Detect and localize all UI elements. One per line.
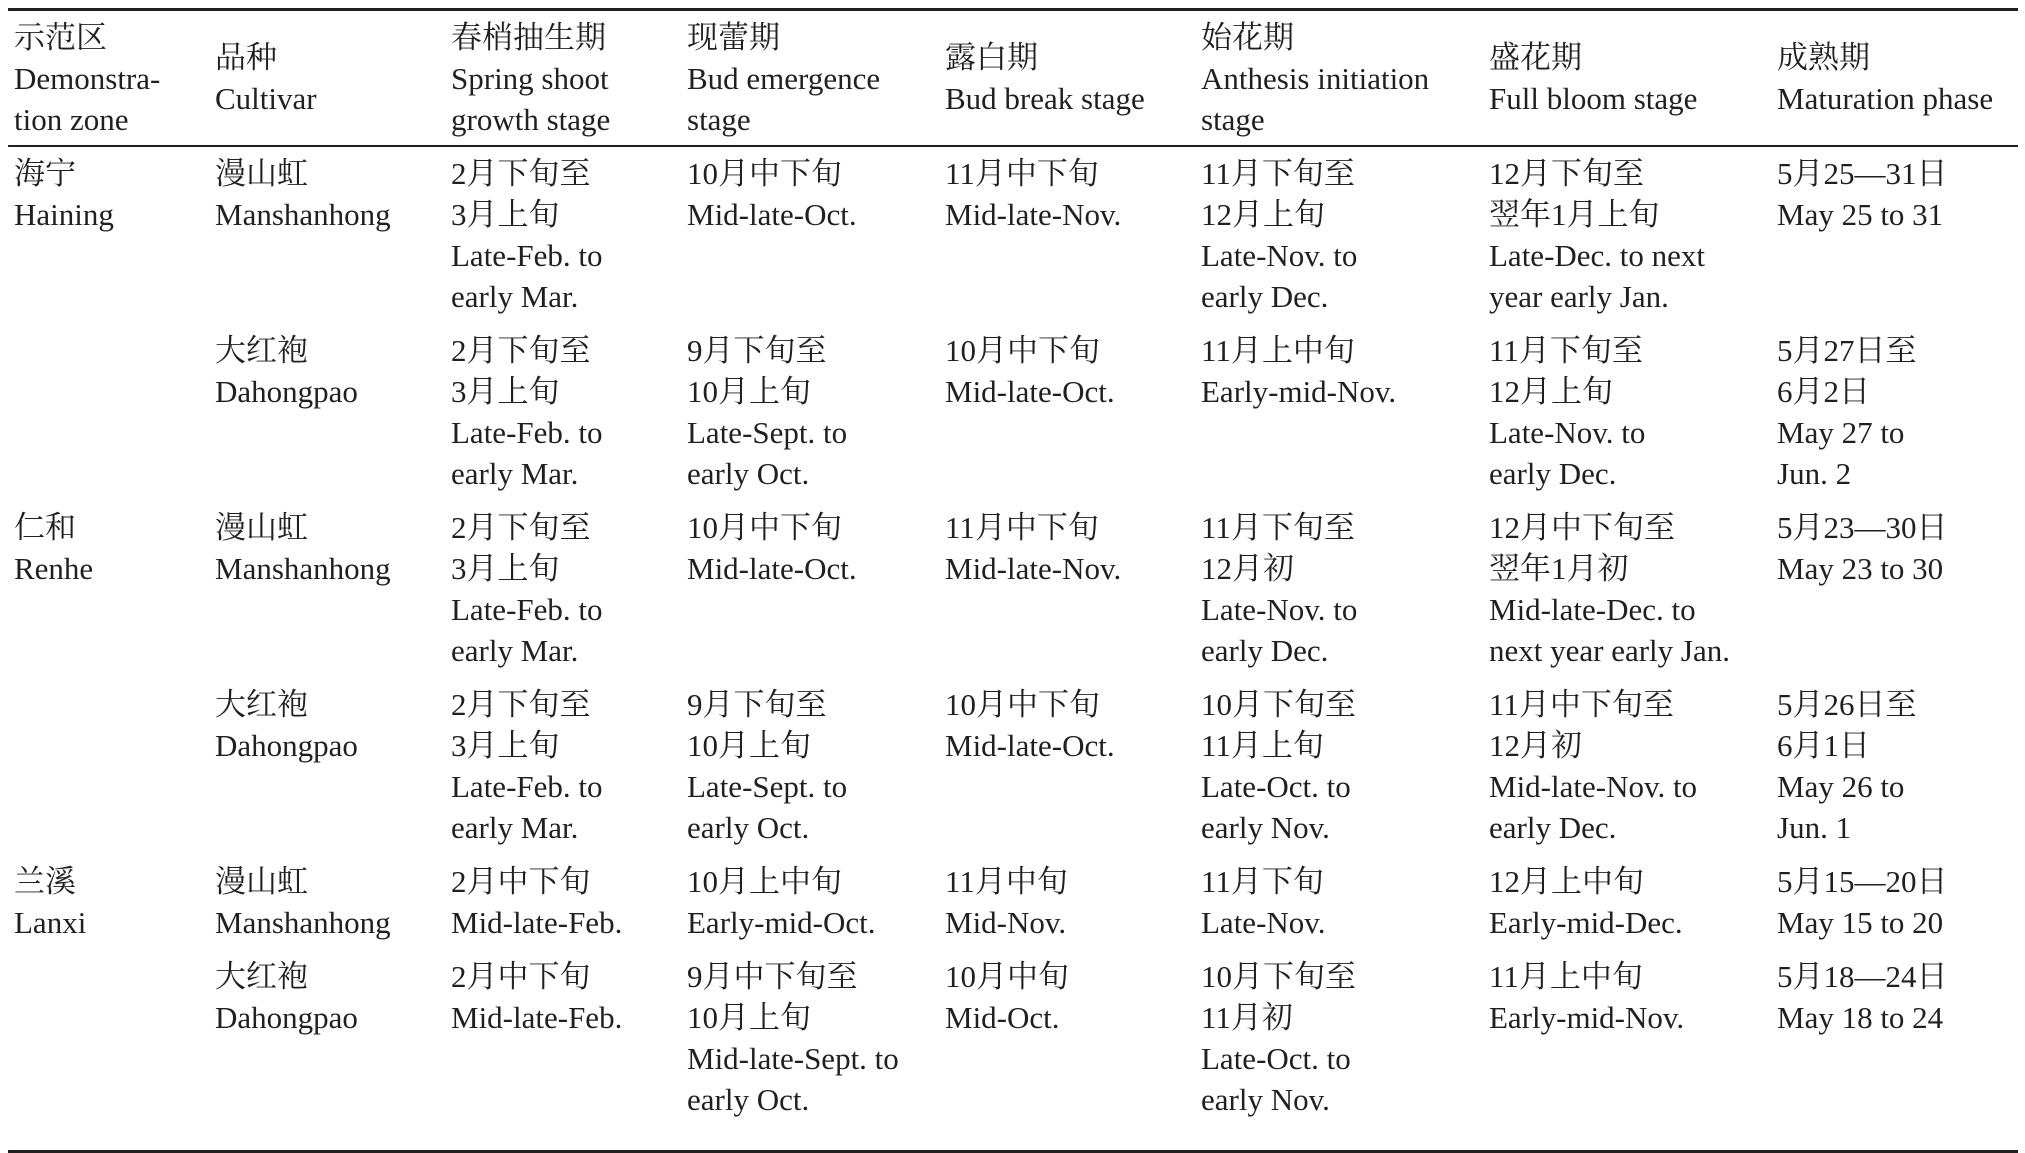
phenology-table bbox=[8, 8, 2018, 1153]
cell-text-line: 大红袍 bbox=[215, 333, 308, 368]
anthesis-cell bbox=[1195, 956, 1483, 1120]
cell-text-line: 5月23—30日 bbox=[1777, 510, 1948, 545]
table-row bbox=[8, 507, 2018, 684]
cell-text-line: Early-mid-Dec. bbox=[1489, 905, 1683, 940]
cell-text-line: Dahongpao bbox=[215, 728, 358, 763]
table-row bbox=[8, 330, 2018, 507]
cell-text-line: Mid-late-Oct. bbox=[687, 197, 857, 232]
anthesis-cell bbox=[1195, 684, 1483, 848]
cell-text-line: 10月上中旬 bbox=[687, 864, 842, 899]
cell-text-line: early Nov. bbox=[1201, 810, 1330, 845]
cell-text-line: Late-Feb. to bbox=[451, 415, 603, 450]
cell-text-line: 10月中旬 bbox=[945, 959, 1069, 994]
header-bud-emergence-stage: 现蕾期 Bud emergence stage bbox=[687, 19, 881, 137]
bud-break-cell bbox=[939, 861, 1195, 943]
cell-text-line: Jun. 2 bbox=[1777, 456, 1852, 491]
cell-text-line: Early-mid-Nov. bbox=[1201, 374, 1397, 409]
cell-text-line: Lanxi bbox=[14, 905, 87, 940]
cell-text-line: 9月中下旬至 bbox=[687, 959, 858, 994]
cell-text-line: 2月下旬至 bbox=[451, 510, 591, 545]
cell-text-line: Dahongpao bbox=[215, 1000, 358, 1035]
full-bloom-cell bbox=[1483, 956, 1771, 1038]
cultivar-cell bbox=[209, 153, 445, 235]
cell-text-line: Late-Nov. to bbox=[1201, 238, 1358, 273]
cell-text-line: Mid-late-Nov. bbox=[945, 197, 1122, 232]
bud-emergence-cell bbox=[681, 507, 939, 589]
cell-text-line: Jun. 1 bbox=[1777, 810, 1852, 845]
cell-text-line: 3月上旬 bbox=[451, 551, 560, 586]
maturation-cell bbox=[1771, 330, 2018, 494]
cell-text-line: 11月上旬 bbox=[1201, 728, 1324, 763]
cell-text-line: 6月1日 bbox=[1777, 728, 1870, 763]
maturation-cell bbox=[1771, 684, 2018, 848]
full-bloom-cell bbox=[1483, 684, 1771, 848]
maturation-cell bbox=[1771, 153, 2018, 235]
cell-text-line: early Oct. bbox=[687, 456, 810, 491]
cell-text-line: 12月初 bbox=[1201, 551, 1294, 586]
anthesis-cell bbox=[1195, 861, 1483, 943]
cell-text-line: May 23 to 30 bbox=[1777, 551, 1944, 586]
cell-text-line: Late-Feb. to bbox=[451, 238, 603, 273]
cell-text-line: 海宁 bbox=[14, 156, 76, 191]
cell-text-line: 大红袍 bbox=[215, 687, 308, 722]
cell-text-line: May 25 to 31 bbox=[1777, 197, 1944, 232]
cell-text-line: early Mar. bbox=[451, 456, 579, 491]
cell-text-line: 大红袍 bbox=[215, 959, 308, 994]
cell-text-line: 12月上中旬 bbox=[1489, 864, 1644, 899]
spring-shoot-cell bbox=[445, 507, 681, 671]
cell-text-line: 11月下旬至 bbox=[1201, 156, 1355, 191]
cultivar-cell bbox=[209, 861, 445, 943]
cell-text-line: Early-mid-Oct. bbox=[687, 905, 876, 940]
spring-shoot-cell bbox=[445, 956, 681, 1038]
cell-text-line: Mid-late-Nov. to bbox=[1489, 769, 1698, 804]
anthesis-cell bbox=[1195, 507, 1483, 671]
cultivar-cell bbox=[209, 956, 445, 1038]
cell-text-line: May 27 to bbox=[1777, 415, 1905, 450]
cell-text-line: 11月中旬 bbox=[945, 864, 1068, 899]
maturation-cell bbox=[1771, 507, 2018, 589]
bud-emergence-cell bbox=[681, 153, 939, 235]
cell-text-line: 2月中下旬 bbox=[451, 864, 591, 899]
full-bloom-cell bbox=[1483, 507, 1771, 671]
cell-text-line: 10月下旬至 bbox=[1201, 687, 1356, 722]
cell-text-line: 5月26日至 bbox=[1777, 687, 1917, 722]
cell-text-line: early Mar. bbox=[451, 633, 579, 668]
cell-text-line: Late-Sept. to bbox=[687, 769, 848, 804]
header-full-bloom-stage: 盛花期 Full bloom stage bbox=[1489, 40, 1698, 116]
cultivar-cell bbox=[209, 507, 445, 589]
maturation-cell bbox=[1771, 861, 2018, 943]
cell-text-line: Haining bbox=[14, 197, 114, 232]
table-row bbox=[8, 153, 2018, 330]
cell-text-line: Mid-late-Sept. to bbox=[687, 1041, 899, 1076]
cell-text-line: 翌年1月初 bbox=[1489, 551, 1629, 586]
cell-text-line: Manshanhong bbox=[215, 551, 391, 586]
cell-text-line: Late-Nov. to bbox=[1489, 415, 1646, 450]
table-body bbox=[8, 147, 2018, 1150]
cell-text-line: Late-Oct. to bbox=[1201, 1041, 1351, 1076]
cell-text-line: Mid-late-Feb. bbox=[451, 905, 623, 940]
cell-text-line: Late-Feb. to bbox=[451, 592, 603, 627]
cell-text-line: early Dec. bbox=[1201, 279, 1329, 314]
spring-shoot-cell bbox=[445, 861, 681, 943]
cultivar-cell bbox=[209, 330, 445, 412]
header-bud-break-stage: 露白期 Bud break stage bbox=[945, 40, 1145, 116]
bud-break-cell bbox=[939, 956, 1195, 1038]
cell-text-line: Late-Dec. to next bbox=[1489, 238, 1706, 273]
cell-text-line: 10月上旬 bbox=[687, 1000, 811, 1035]
bud-break-cell bbox=[939, 507, 1195, 589]
cell-text-line: year early Jan. bbox=[1489, 279, 1669, 314]
cell-text-line: 2月下旬至 bbox=[451, 333, 591, 368]
bud-emergence-cell bbox=[681, 684, 939, 848]
cell-text-line: Mid-Nov. bbox=[945, 905, 1067, 940]
spring-shoot-cell bbox=[445, 684, 681, 848]
cell-text-line: Mid-late-Oct. bbox=[945, 374, 1115, 409]
cell-text-line: next year early Jan. bbox=[1489, 633, 1730, 668]
cell-text-line: 12月初 bbox=[1489, 728, 1582, 763]
cell-text-line: 5月15—20日 bbox=[1777, 864, 1948, 899]
cell-text-line: 10月上旬 bbox=[687, 728, 811, 763]
cell-text-line: 11月下旬至 bbox=[1201, 510, 1355, 545]
cell-text-line: early Nov. bbox=[1201, 1082, 1330, 1117]
cell-text-line: 11月上中旬 bbox=[1201, 333, 1355, 368]
full-bloom-cell bbox=[1483, 330, 1771, 494]
cell-text-line: May 15 to 20 bbox=[1777, 905, 1944, 940]
cell-text-line: 10月上旬 bbox=[687, 374, 811, 409]
cell-text-line: 9月下旬至 bbox=[687, 333, 827, 368]
full-bloom-cell bbox=[1483, 153, 1771, 317]
cell-text-line: Renhe bbox=[14, 551, 94, 586]
spring-shoot-cell bbox=[445, 153, 681, 317]
cell-text-line: 5月27日至 bbox=[1777, 333, 1917, 368]
cell-text-line: Late-Sept. to bbox=[687, 415, 848, 450]
cell-text-line: 5月25—31日 bbox=[1777, 156, 1948, 191]
cell-text-line: early Dec. bbox=[1489, 456, 1617, 491]
cell-text-line: early Mar. bbox=[451, 810, 579, 845]
maturation-cell bbox=[1771, 956, 2018, 1038]
header-maturation-phase: 成熟期 Maturation phase bbox=[1777, 40, 1994, 116]
cell-text-line: Late-Feb. to bbox=[451, 769, 603, 804]
cell-text-line: 9月下旬至 bbox=[687, 687, 827, 722]
cell-text-line: 12月上旬 bbox=[1489, 374, 1613, 409]
bud-emergence-cell bbox=[681, 330, 939, 494]
cell-text-line: Late-Oct. to bbox=[1201, 769, 1351, 804]
cell-text-line: 2月下旬至 bbox=[451, 687, 591, 722]
cell-text-line: 10月中下旬 bbox=[945, 333, 1100, 368]
cell-text-line: 2月下旬至 bbox=[451, 156, 591, 191]
bud-break-cell bbox=[939, 330, 1195, 412]
table-row bbox=[8, 684, 2018, 861]
cell-text-line: 10月中下旬 bbox=[687, 156, 842, 191]
cell-text-line: 11月下旬至 bbox=[1489, 333, 1643, 368]
cell-text-line: Early-mid-Nov. bbox=[1489, 1000, 1685, 1035]
table-header-row bbox=[8, 11, 2018, 145]
cell-text-line: 11月初 bbox=[1201, 1000, 1293, 1035]
cell-text-line: 12月中下旬至 bbox=[1489, 510, 1675, 545]
cell-text-line: Mid-late-Oct. bbox=[687, 551, 857, 586]
cell-text-line: Mid-late-Dec. to bbox=[1489, 592, 1696, 627]
bud-emergence-cell bbox=[681, 956, 939, 1120]
zone-cell bbox=[8, 507, 209, 589]
cell-text-line: Mid-late-Nov. bbox=[945, 551, 1122, 586]
cell-text-line: 11月下旬 bbox=[1201, 864, 1324, 899]
cell-text-line: Dahongpao bbox=[215, 374, 358, 409]
cell-text-line: 3月上旬 bbox=[451, 728, 560, 763]
cell-text-line: early Mar. bbox=[451, 279, 579, 314]
cell-text-line: Mid-late-Oct. bbox=[945, 728, 1115, 763]
cell-text-line: 12月上旬 bbox=[1201, 197, 1325, 232]
table-row bbox=[8, 861, 2018, 956]
cell-text-line: Late-Nov. bbox=[1201, 905, 1326, 940]
cell-text-line: 10月中下旬 bbox=[945, 687, 1100, 722]
table-row bbox=[8, 956, 2018, 1140]
cell-text-line: 漫山虹 bbox=[215, 864, 308, 899]
cell-text-line: 漫山虹 bbox=[215, 510, 308, 545]
cell-text-line: 漫山虹 bbox=[215, 156, 308, 191]
cell-text-line: early Oct. bbox=[687, 1082, 810, 1117]
anthesis-cell bbox=[1195, 330, 1483, 412]
zone-cell bbox=[8, 861, 209, 943]
cell-text-line: May 18 to 24 bbox=[1777, 1000, 1944, 1035]
cell-text-line: Mid-late-Feb. bbox=[451, 1000, 623, 1035]
cell-text-line: Mid-Oct. bbox=[945, 1000, 1060, 1035]
zone-cell bbox=[8, 153, 209, 235]
cell-text-line: early Dec. bbox=[1489, 810, 1617, 845]
cell-text-line: May 26 to bbox=[1777, 769, 1905, 804]
cell-text-line: 11月中下旬 bbox=[945, 510, 1099, 545]
cell-text-line: 兰溪 bbox=[14, 864, 76, 899]
cell-text-line: 6月2日 bbox=[1777, 374, 1870, 409]
anthesis-cell bbox=[1195, 153, 1483, 317]
spring-shoot-cell bbox=[445, 330, 681, 494]
cell-text-line: 5月18—24日 bbox=[1777, 959, 1948, 994]
cell-text-line: Late-Nov. to bbox=[1201, 592, 1358, 627]
cell-text-line: 11月中下旬 bbox=[945, 156, 1099, 191]
cell-text-line: Manshanhong bbox=[215, 197, 391, 232]
bud-emergence-cell bbox=[681, 861, 939, 943]
cell-text-line: early Oct. bbox=[687, 810, 810, 845]
cell-text-line: 11月上中旬 bbox=[1489, 959, 1643, 994]
cell-text-line: Manshanhong bbox=[215, 905, 391, 940]
cell-text-line: 10月中下旬 bbox=[687, 510, 842, 545]
full-bloom-cell bbox=[1483, 861, 1771, 943]
cell-text-line: 12月下旬至 bbox=[1489, 156, 1644, 191]
header-spring-shoot-stage: 春梢抽生期 Spring shoot growth stage bbox=[451, 19, 611, 137]
cell-text-line: 仁和 bbox=[14, 510, 76, 545]
cultivar-cell bbox=[209, 684, 445, 766]
header-demonstration-zone: 示范区 Demonstra- tion zone bbox=[14, 19, 161, 137]
header-cultivar: 品种 Cultivar bbox=[215, 40, 317, 116]
cell-text-line: 翌年1月上旬 bbox=[1489, 197, 1660, 232]
header-anthesis-initiation-stage: 始花期 Anthesis initiation stage bbox=[1201, 19, 1430, 137]
cell-text-line: 3月上旬 bbox=[451, 197, 560, 232]
cell-text-line: 2月中下旬 bbox=[451, 959, 591, 994]
cell-text-line: early Dec. bbox=[1201, 633, 1329, 668]
bud-break-cell bbox=[939, 153, 1195, 235]
cell-text-line: 3月上旬 bbox=[451, 374, 560, 409]
cell-text-line: 10月下旬至 bbox=[1201, 959, 1356, 994]
bud-break-cell bbox=[939, 684, 1195, 766]
cell-text-line: 11月中下旬至 bbox=[1489, 687, 1674, 722]
